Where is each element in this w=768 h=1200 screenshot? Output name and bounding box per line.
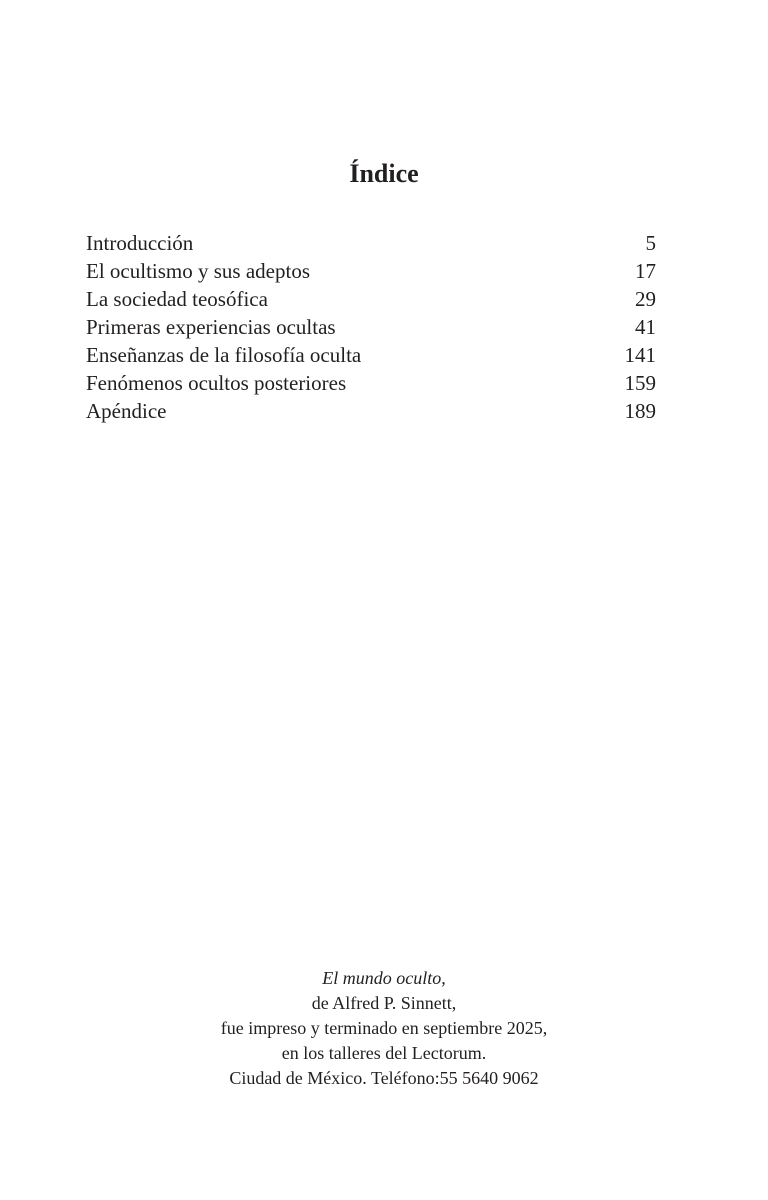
toc-entry-apendice[interactable] bbox=[86, 397, 656, 425]
toc-entry-page: 17 bbox=[635, 259, 656, 283]
colophon-print-date: fue impreso y terminado en septiembre 2025, bbox=[220, 1018, 548, 1038]
toc-entry-label: La sociedad teosófica bbox=[86, 287, 268, 311]
toc-entry-page: 29 bbox=[635, 287, 656, 311]
toc-entry-ocultismo[interactable] bbox=[86, 257, 656, 285]
colophon bbox=[0, 966, 768, 1091]
toc-entry-page: 189 bbox=[624, 399, 656, 423]
colophon-contact: Ciudad de México. Teléfono:55 5640 9062 bbox=[229, 1068, 539, 1088]
colophon-author: de Alfred P. Sinnett, bbox=[311, 993, 457, 1013]
toc-entry-page: 5 bbox=[645, 231, 656, 255]
toc-entry-ensenanzas[interactable] bbox=[86, 341, 656, 369]
toc-entry-introduccion[interactable] bbox=[86, 229, 656, 257]
toc-entry-sociedad[interactable] bbox=[86, 285, 656, 313]
toc-entry-page: 159 bbox=[624, 371, 656, 395]
table-of-contents bbox=[86, 229, 656, 425]
toc-entry-label: El ocultismo y sus adeptos bbox=[86, 259, 310, 283]
colophon-book-title: El mundo oculto, bbox=[322, 968, 446, 988]
toc-entry-label: Primeras experiencias ocultas bbox=[86, 315, 336, 339]
toc-entry-primeras-experiencias[interactable] bbox=[86, 313, 656, 341]
toc-entry-fenomenos[interactable] bbox=[86, 369, 656, 397]
toc-entry-label: Enseñanzas de la filosofía oculta bbox=[86, 343, 362, 367]
toc-entry-label: Apéndice bbox=[86, 399, 167, 423]
colophon-workshop: en los talleres del Lectorum. bbox=[281, 1043, 487, 1063]
toc-entry-page: 141 bbox=[624, 343, 656, 367]
toc-entry-label: Fenómenos ocultos posteriores bbox=[86, 371, 347, 395]
page-title: Índice bbox=[349, 159, 419, 189]
toc-entry-page: 41 bbox=[635, 315, 656, 339]
toc-entry-label: Introducción bbox=[86, 231, 194, 255]
